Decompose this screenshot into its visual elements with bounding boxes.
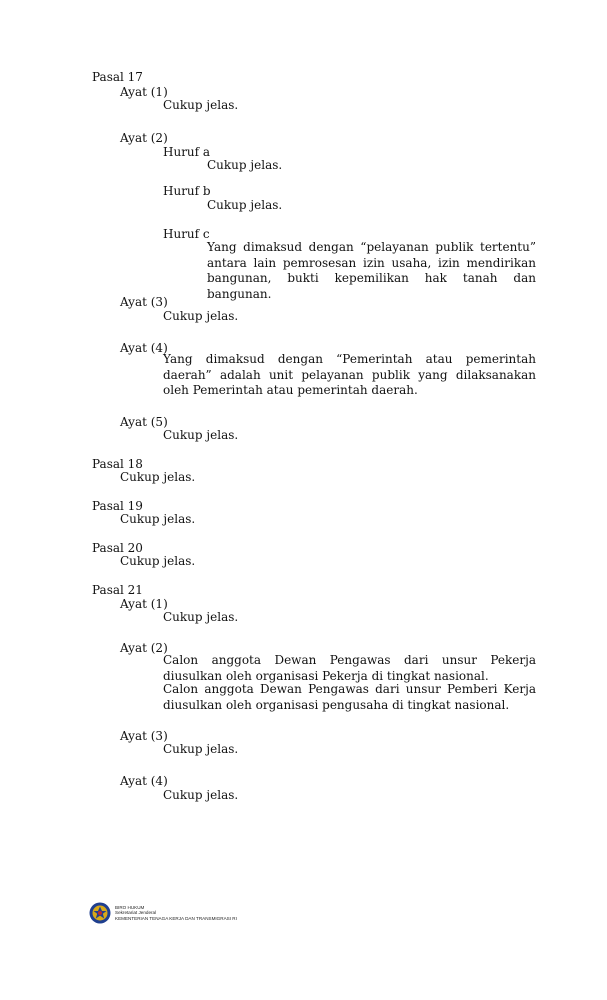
- pasal-17-title: Pasal 17: [92, 70, 143, 84]
- pasal-21-title: Pasal 21: [92, 583, 143, 597]
- pasal-17-ayat-1-label: Ayat (1): [120, 85, 168, 99]
- pasal-21-ayat-3-label: Ayat (3): [120, 729, 168, 743]
- pasal-18-title: Pasal 18: [92, 457, 143, 471]
- huruf-c-paragraph: Yang dimaksud dengan “pelayanan publik tertentu” antara lain pemrosesan izin usaha, izin mendirikan bangunan, bukti kepemilikan hak tanah dan bangunan.: [207, 240, 536, 301]
- pasal-21-ayat-4-label: Ayat (4): [120, 774, 168, 788]
- huruf-a-text: Cukup jelas.: [207, 158, 283, 172]
- footer-text: [115, 905, 237, 921]
- pasal-17-ayat-5-text: Cukup jelas.: [163, 428, 239, 442]
- pasal-21-ayat-2-label: Ayat (2): [120, 641, 168, 655]
- footer-line-3: KEMENTERIAN TENAGA KERJA DAN TRANSMIGRASI RI: [115, 915, 237, 921]
- footer-line-2: Sekretariat Jenderal: [115, 910, 157, 916]
- pasal-17-ayat-5-label: Ayat (5): [120, 415, 168, 429]
- pasal-17-ayat-2-label: Ayat (2): [120, 131, 168, 145]
- pasal-21-ayat-2-paragraph-1: Calon anggota Dewan Pengawas dari unsur Pekerja diusulkan oleh organisasi Pekerja di tingkat nasional.: [163, 653, 536, 683]
- pasal-18-text: Cukup jelas.: [120, 470, 196, 484]
- pasal-17-ayat-3-text: Cukup jelas.: [163, 309, 239, 323]
- pasal-20-title: Pasal 20: [92, 541, 143, 555]
- huruf-b-text: Cukup jelas.: [207, 198, 283, 212]
- huruf-c-label: Huruf c: [163, 227, 210, 241]
- huruf-a-label: Huruf a: [163, 145, 211, 159]
- pasal-21-ayat-1-label: Ayat (1): [120, 597, 168, 611]
- footer: [89, 902, 237, 924]
- pasal-19-text: Cukup jelas.: [120, 512, 196, 526]
- pasal-21-ayat-1-text: Cukup jelas.: [163, 610, 239, 624]
- pasal-19-title: Pasal 19: [92, 499, 143, 513]
- pasal-17-ayat-4-label: Ayat (4): [120, 341, 168, 355]
- ministry-emblem-icon: [89, 902, 111, 924]
- pasal-21-ayat-4-text: Cukup jelas.: [163, 788, 239, 802]
- huruf-b-label: Huruf b: [163, 184, 211, 198]
- pasal-20-text: Cukup jelas.: [120, 554, 196, 568]
- pasal-17-ayat-4-paragraph: Yang dimaksud dengan “Pemerintah atau pemerintah daerah” adalah unit pelayanan publik yang dilaksanakan oleh Pemerintah atau pemerintah daerah.: [163, 352, 536, 397]
- pasal-21-ayat-2-paragraph-2: Calon anggota Dewan Pengawas dari unsur Pemberi Kerja diusulkan oleh organisasi pengusaha di tingkat nasional.: [163, 682, 536, 712]
- pasal-17-ayat-1-text: Cukup jelas.: [163, 98, 239, 112]
- pasal-17-ayat-3-label: Ayat (3): [120, 295, 168, 309]
- footer-line-1: BIRO HUKUM: [115, 904, 145, 910]
- pasal-21-ayat-3-text: Cukup jelas.: [163, 742, 239, 756]
